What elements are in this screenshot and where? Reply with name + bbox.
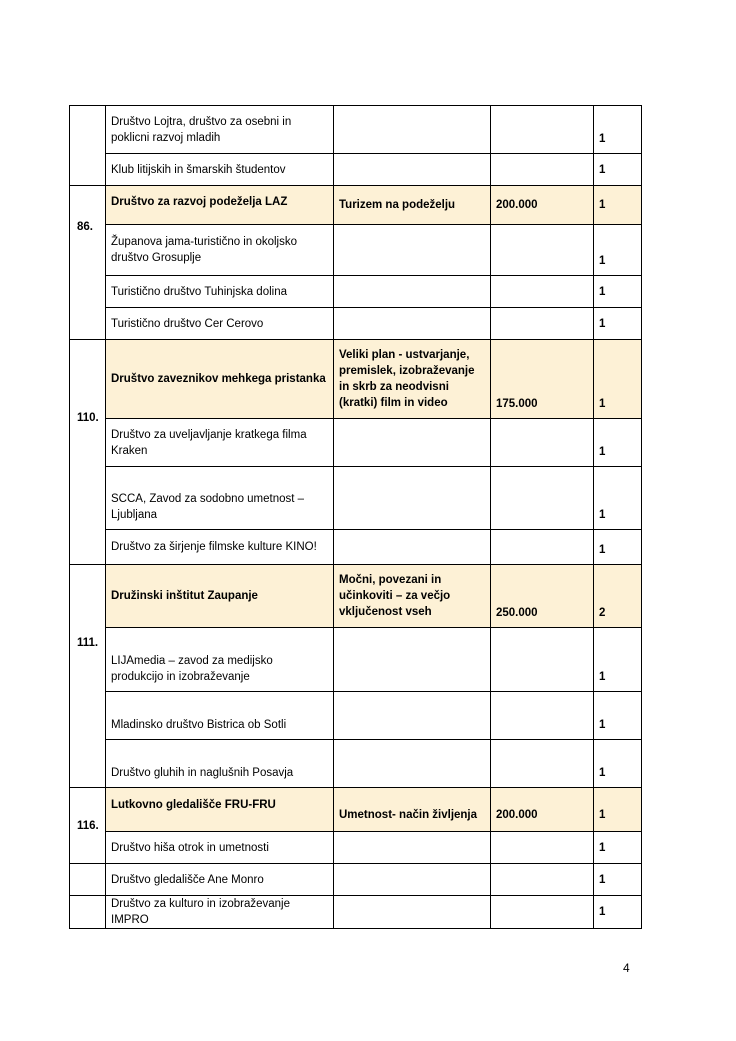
organization-cell: Društvo gluhih in naglušnih Posavja xyxy=(106,740,334,788)
count-cell: 1 xyxy=(594,419,642,467)
amount-cell xyxy=(491,106,594,154)
organization-cell: Društvo zaveznikov mehkega pristanka xyxy=(106,340,334,419)
count-cell: 1 xyxy=(594,340,642,419)
project-cell xyxy=(334,308,491,340)
page-number: 4 xyxy=(623,961,630,975)
organization-cell: Društvo za razvoj podeželja LAZ xyxy=(106,186,334,225)
project-cell xyxy=(334,154,491,186)
table-row xyxy=(70,896,642,929)
table-row xyxy=(70,788,642,832)
amount-cell: 250.000 xyxy=(491,565,594,628)
count-cell: 1 xyxy=(594,740,642,788)
amount-cell: 200.000 xyxy=(491,788,594,832)
amount-cell xyxy=(491,419,594,467)
amount-cell xyxy=(491,896,594,929)
project-cell xyxy=(334,832,491,864)
organization-cell: Županova jama-turistično in okoljsko društvo Grosuplje xyxy=(106,225,334,276)
project-cell xyxy=(334,225,491,276)
count-cell: 1 xyxy=(594,154,642,186)
table-row xyxy=(70,276,642,308)
count-cell: 1 xyxy=(594,628,642,692)
project-cell: Umetnost- način življenja xyxy=(334,788,491,832)
count-cell: 1 xyxy=(594,106,642,154)
organization-cell: Klub litijskih in šmarskih študentov xyxy=(106,154,334,186)
count-cell: 1 xyxy=(594,832,642,864)
group-number: 116. xyxy=(70,788,106,864)
project-cell xyxy=(334,276,491,308)
table-row xyxy=(70,692,642,740)
project-cell xyxy=(334,896,491,929)
count-cell: 1 xyxy=(594,896,642,929)
amount-cell xyxy=(491,530,594,565)
amount-cell xyxy=(491,225,594,276)
count-cell: 1 xyxy=(594,864,642,896)
organization-cell: Turistično društvo Tuhinjska dolina xyxy=(106,276,334,308)
organization-cell: Društvo gledališče Ane Monro xyxy=(106,864,334,896)
count-cell: 1 xyxy=(594,788,642,832)
amount-cell xyxy=(491,740,594,788)
amount-cell xyxy=(491,628,594,692)
count-cell: 1 xyxy=(594,186,642,225)
table-row xyxy=(70,340,642,419)
count-cell: 2 xyxy=(594,565,642,628)
organization-cell: Društvo za kulturo in izobraževanje IMPRO xyxy=(106,896,334,929)
amount-cell: 175.000 xyxy=(491,340,594,419)
organization-cell: Mladinsko društvo Bistrica ob Sotli xyxy=(106,692,334,740)
table-row xyxy=(70,628,642,692)
project-cell xyxy=(334,740,491,788)
organization-cell: Društvo za širjenje filmske kulture KINO! xyxy=(106,530,334,565)
amount-cell xyxy=(491,276,594,308)
count-cell: 1 xyxy=(594,225,642,276)
table-row xyxy=(70,308,642,340)
table-row xyxy=(70,467,642,530)
count-cell: 1 xyxy=(594,467,642,530)
project-cell: Veliki plan - ustvarjanje, premislek, izobraževanje in skrb za neodvisni (kratki) film in video xyxy=(334,340,491,419)
project-cell xyxy=(334,530,491,565)
organization-cell: Lutkovno gledališče FRU-FRU xyxy=(106,788,334,832)
table-row xyxy=(70,186,642,225)
count-cell: 1 xyxy=(594,308,642,340)
amount-cell xyxy=(491,308,594,340)
table-row xyxy=(70,740,642,788)
organization-cell: SCCA, Zavod za sodobno umetnost – Ljubljana xyxy=(106,467,334,530)
table-row xyxy=(70,225,642,276)
organization-cell: Društvo za uveljavljanje kratkega filma Kraken xyxy=(106,419,334,467)
results-table xyxy=(69,105,642,929)
organization-cell: Društvo hiša otrok in umetnosti xyxy=(106,832,334,864)
project-cell: Močni, povezani in učinkoviti – za večjo vključenost vseh xyxy=(334,565,491,628)
table-row xyxy=(70,565,642,628)
project-cell xyxy=(334,692,491,740)
count-cell: 1 xyxy=(594,276,642,308)
table-row xyxy=(70,419,642,467)
amount-cell: 200.000 xyxy=(491,186,594,225)
organization-cell: LIJAmedia – zavod za medijsko produkcijo in izobraževanje xyxy=(106,628,334,692)
amount-cell xyxy=(491,154,594,186)
group-number: 86. xyxy=(70,186,106,340)
organization-cell: Turistično društvo Cer Cerovo xyxy=(106,308,334,340)
organization-cell: Družinski inštitut Zaupanje xyxy=(106,565,334,628)
project-cell xyxy=(334,864,491,896)
table-row xyxy=(70,154,642,186)
table-row xyxy=(70,106,642,154)
count-cell: 1 xyxy=(594,530,642,565)
project-cell xyxy=(334,106,491,154)
project-cell xyxy=(334,419,491,467)
group-number: 111. xyxy=(70,565,106,788)
amount-cell xyxy=(491,864,594,896)
table-row xyxy=(70,530,642,565)
organization-cell: Društvo Lojtra, društvo za osebni in poklicni razvoj mladih xyxy=(106,106,334,154)
amount-cell xyxy=(491,832,594,864)
project-cell xyxy=(334,628,491,692)
amount-cell xyxy=(491,692,594,740)
project-cell xyxy=(334,467,491,530)
count-cell: 1 xyxy=(594,692,642,740)
table-row xyxy=(70,832,642,864)
group-number xyxy=(70,106,106,186)
project-cell: Turizem na podeželju xyxy=(334,186,491,225)
table-row xyxy=(70,864,642,896)
amount-cell xyxy=(491,467,594,530)
group-number: 110. xyxy=(70,340,106,565)
